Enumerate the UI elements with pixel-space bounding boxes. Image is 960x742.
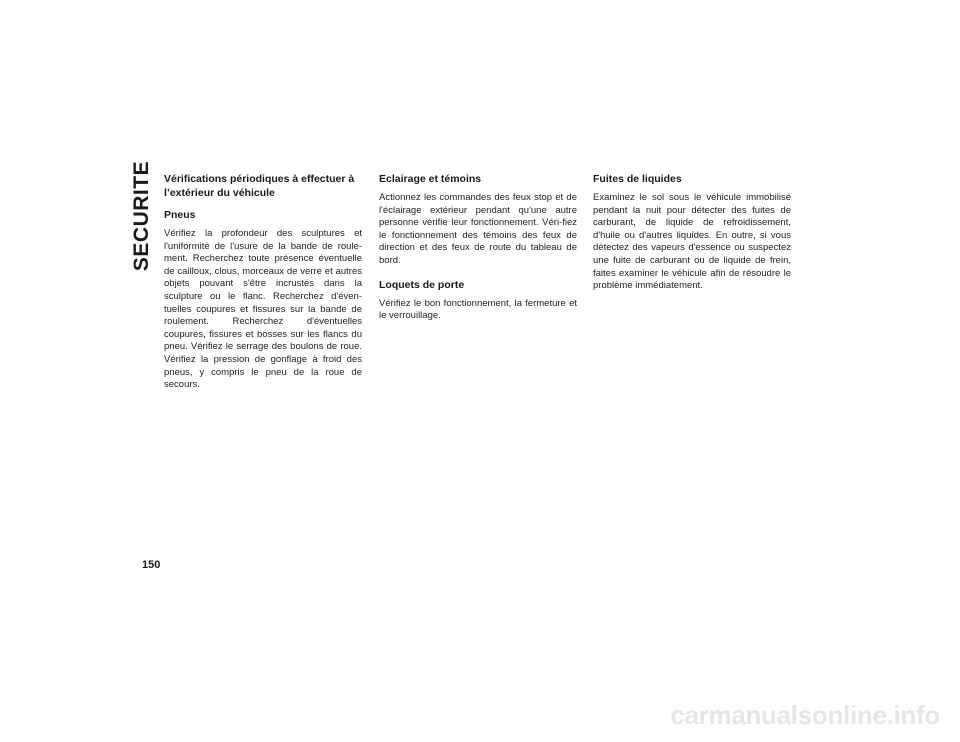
section-tab bbox=[128, 160, 156, 272]
section-heading: Vérifications périodiques à effectuer à l’extérieur du véhicule bbox=[164, 173, 355, 199]
subsection-heading-fluid-leaks: Fuites de liquides bbox=[593, 173, 682, 185]
paragraph-lighting: Actionnez les commandes des feux stop et de l'éclairage extérieur pendant qu'une autre personne vérifie leur fonctionnement. Véri-fiez le fonctionnement des témoins des feux de direction et des feux de route du tableau de bord. bbox=[379, 192, 577, 266]
page-number: 150 bbox=[142, 559, 161, 571]
paragraph-door-latches: Vérifiez le bon fonctionnement, la fermeture et le verrouillage. bbox=[379, 297, 577, 322]
subsection-heading-door-latches: Loquets de porte bbox=[379, 278, 465, 291]
subsection-heading-lighting: Eclairage et témoins bbox=[379, 173, 482, 185]
section-tab-label: SECURITE bbox=[130, 160, 153, 272]
watermark: carmanualsonline.info bbox=[670, 700, 940, 730]
column-2 bbox=[379, 172, 577, 333]
column-3 bbox=[593, 172, 791, 303]
paragraph-tires: Vérifiez la profondeur des sculptures et l'uniformité de l'usure de la bande de roule-ment. Recherchez toute présence éventuelle de cailloux, clous, morceaux de verre et autres objets pouvant s'être incrustés dans la sculpture ou le flanc. Recherchez d'éven-tuelles coupures et fissures sur la bande de roulement. Recherchez d'éventuelles coupures, fissures et bosses sur les flancs du pneu. Vérifiez le serrage des boulons de roue. Vérifiez la pression de gonflage à froid des pneus, y compris le pneu de la roue de secours. bbox=[164, 228, 362, 391]
column-1 bbox=[164, 172, 362, 402]
subsection-heading-tires: Pneus bbox=[164, 209, 196, 221]
paragraph-fluid-leaks: Examinez le sol sous le véhicule immobilisé pendant la nuit pour détecter des fuites de carburant, de liquide de refroidissement, d'huile ou d'autres liquides. En outre, si vous détectez des vapeurs d'essence ou suspectez une fuite de carburant ou de liquide de frein, faites examiner le véhicule afin de résoudre le problème immédiatement. bbox=[593, 192, 791, 292]
